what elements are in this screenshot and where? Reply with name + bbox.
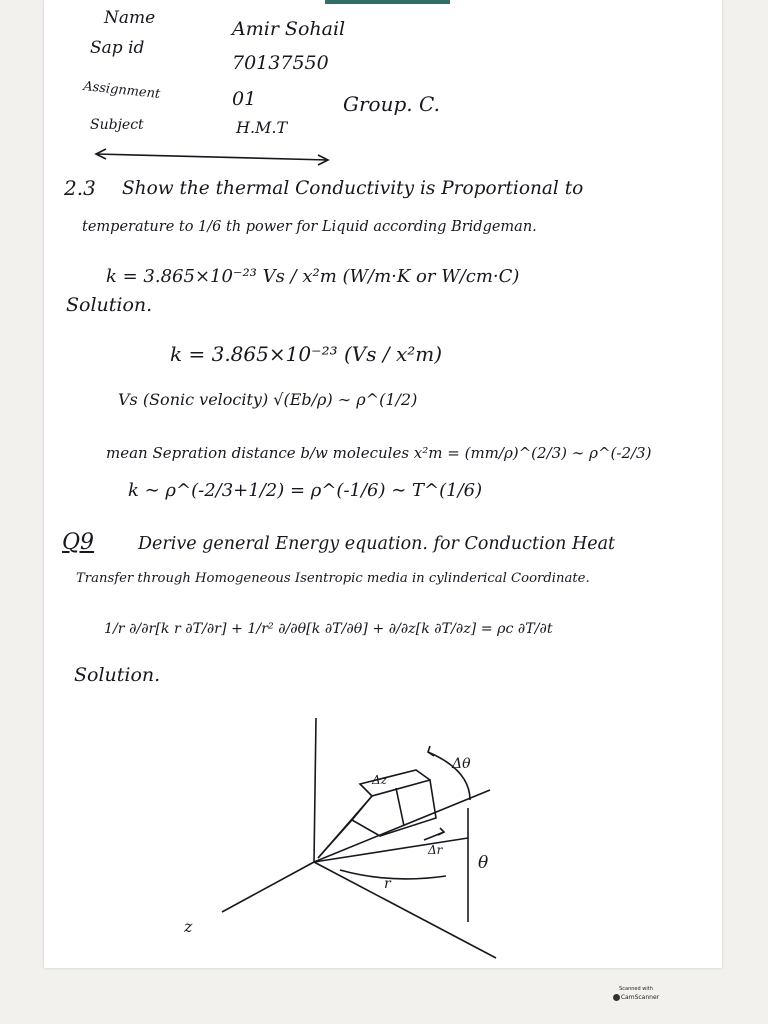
label-r: r [384,876,391,892]
q23-sonic-line: Vs (Sonic velocity) √(Eb/ρ) ∼ ρ^(1/2) [118,390,418,409]
upper-radial-line [314,790,490,862]
radial-line [314,838,468,862]
name-value: Amir Sohail [232,18,346,40]
label-dz: Δz [372,773,387,787]
q9-number: Q9 [62,530,95,555]
name-label: Name [104,8,156,28]
q23-separation-line: mean Sepration distance b/w molecules x²m = (mm/ρ)^(2/3) ∼ ρ^(-2/3) [106,444,652,462]
assignment-label: Assignment [82,79,161,102]
q23-solution-label: Solution. [66,294,153,316]
label-theta: θ [478,853,489,873]
scanner-watermark [612,982,660,1018]
sap-id-value: 70137550 [232,52,329,74]
q9-energy-equation: 1/r ∂/∂r[k r ∂T/∂r] + 1/r² ∂/∂θ[k ∂T/∂θ] + ∂/∂z[k ∂T/∂z] = ρc ∂T/∂t [104,621,553,637]
camscanner-logo-icon [613,994,620,1001]
label-z: z [184,917,193,936]
q9-solution-label: Solution. [74,664,161,686]
z-axis [222,862,314,912]
cylindrical-element-diagram [222,718,496,958]
vertical-axis [314,718,316,862]
element-divider [396,788,404,826]
q23-number: 2.3 [64,176,96,200]
q23-main-formula: k = 3.865×10⁻²³ (Vs / x²m) [170,342,443,366]
double-arrow [96,149,328,165]
scanner-line2: CamScanner [620,994,660,1001]
group-label: Group. C. [343,92,440,116]
subject-value: H.M.T [236,118,288,137]
scanner-line1: Scanned with [619,986,653,992]
label-dr: Δr [428,843,443,857]
q9-line1: Derive general Energy equation. for Conduction Heat [138,534,616,554]
q23-line2: temperature to 1/6 th power for Liquid according Bridgeman. [82,219,537,235]
q23-result-line: k ∼ ρ^(-2/3+1/2) = ρ^(-1/6) ∼ T^(1/6) [128,480,483,501]
q9-line2: Transfer through Homogeneous Isentropic media in cylinderical Coordinate. [76,571,590,586]
assignment-value: 01 [232,88,257,110]
sap-id-label: Sap id [90,38,145,58]
label-dtheta: Δθ [452,756,471,772]
q23-given-formula: k = 3.865×10⁻²³ Vs / x²m (W/m·K or W/cm·C) [106,266,520,287]
subject-label: Subject [90,117,144,133]
q23-line1: Show the thermal Conductivity is Proportional to [122,178,584,199]
